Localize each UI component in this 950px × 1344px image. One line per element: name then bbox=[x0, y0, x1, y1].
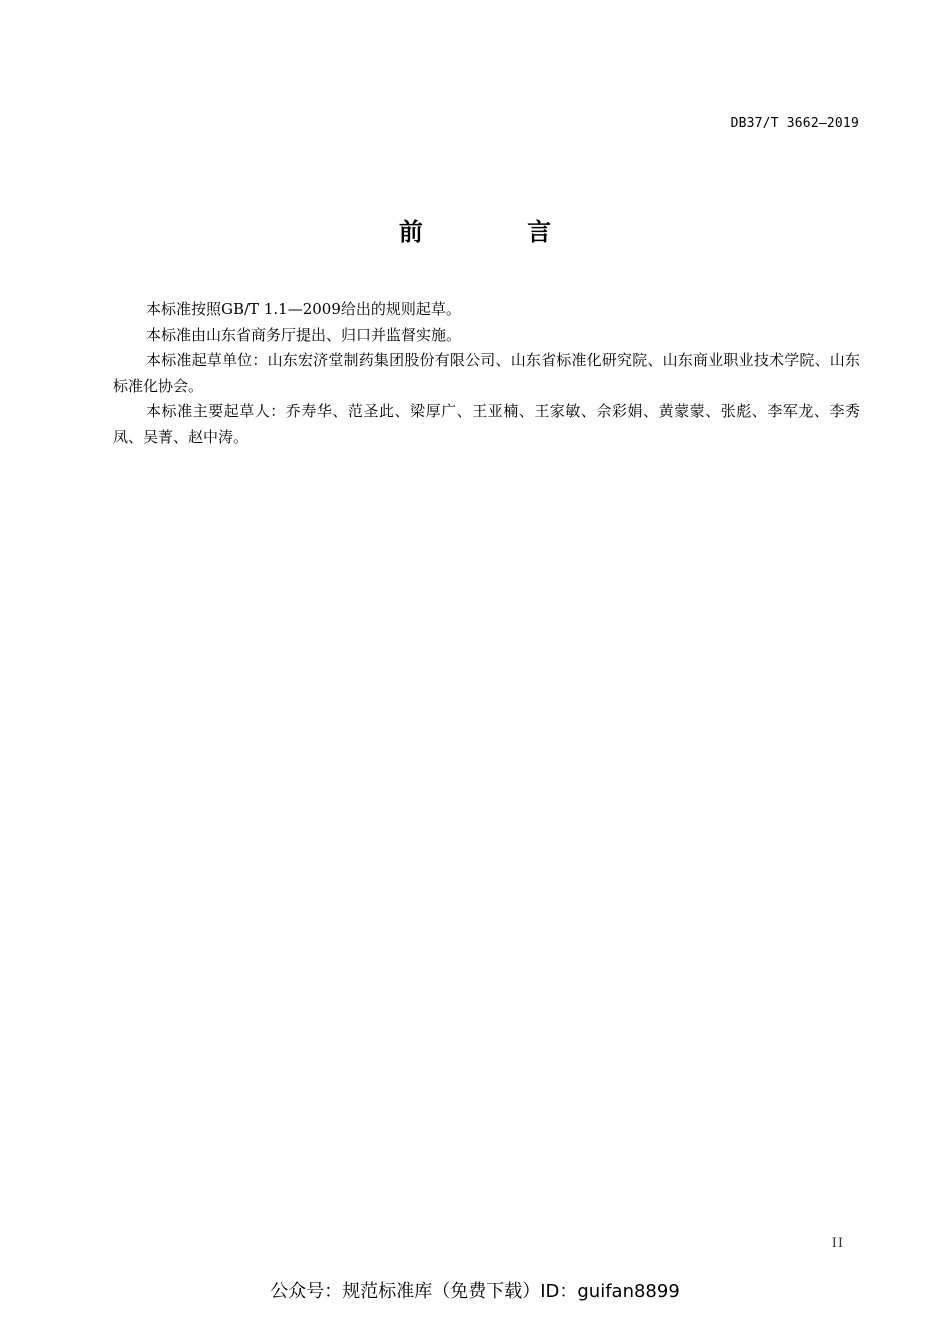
paragraph-drafting-rules: 本标准按照GB/T 1.1—2009给出的规则起草。 bbox=[146, 300, 461, 318]
paragraph-drafters: 本标准主要起草人：乔寿华、范圣此、梁厚广、王亚楠、王家敏、佘彩娟、黄蒙蒙、张彪、李军龙、李秀凤、吴菁、赵中涛。 bbox=[113, 402, 860, 446]
watermark-text: 公众号：规范标准库（免费下载）ID：guifan8899 bbox=[270, 1281, 680, 1302]
paragraph-drafting-units: 本标准起草单位：山东宏济堂制药集团股份有限公司、山东省标准化研究院、山东商业职业技术学院、山东标准化协会。 bbox=[113, 351, 860, 395]
standard-code: DB37/T 3662—2019 bbox=[730, 116, 859, 131]
foreword-body bbox=[113, 297, 860, 450]
page-title: 前 言 bbox=[398, 218, 600, 246]
page-number: II bbox=[831, 1236, 844, 1251]
paragraph-proposer: 本标准由山东省商务厅提出、归口并监督实施。 bbox=[146, 325, 462, 344]
